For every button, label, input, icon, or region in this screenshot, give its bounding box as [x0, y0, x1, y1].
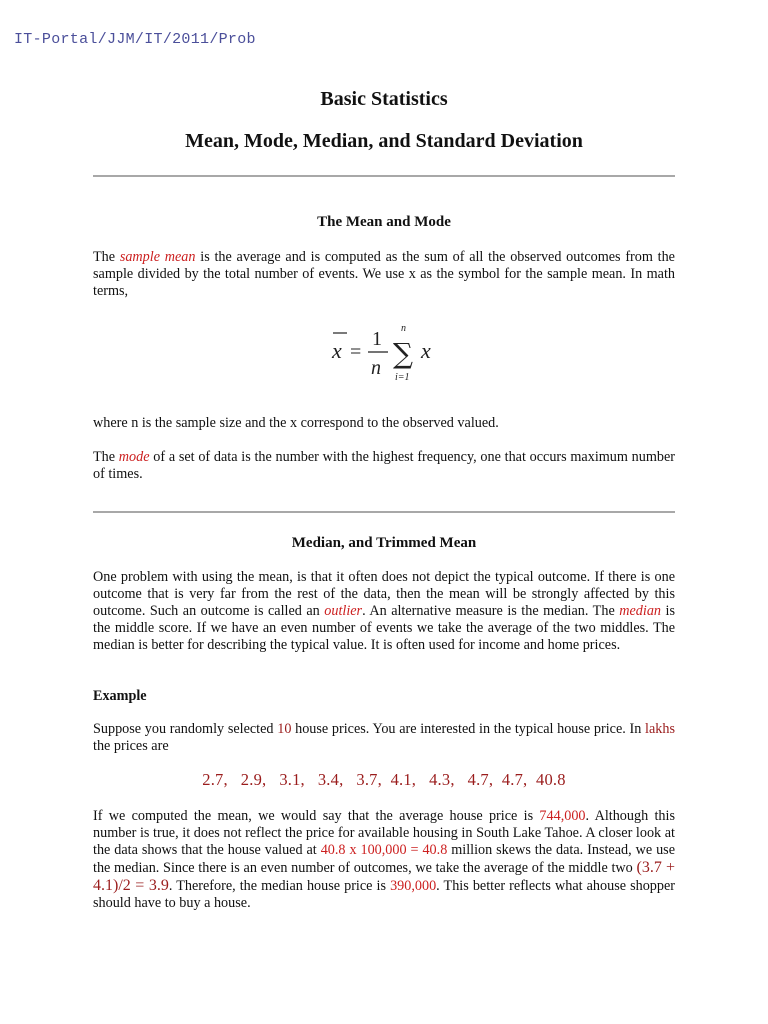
sigma-icon: ∑ [393, 337, 413, 370]
paragraph-sample-size: where n is the sample size and the x correspond to the observed valued. [93, 415, 499, 431]
formula-xbar: x [332, 338, 342, 363]
paragraph-sample-mean [93, 249, 675, 300]
text-fragment: house prices. You are interested in the typical house price. In [291, 721, 646, 737]
text-fragment: million skews the data. Instead, we use the median. Since there is an even number of outcomes, we take the average of the middle two [93, 842, 675, 876]
paragraph-mean-vs-median [93, 808, 675, 912]
median-calculation: (3.7 + 4.1)/2 = 3.9 [93, 859, 676, 894]
divider-top [93, 175, 675, 177]
text-fragment: Suppose you randomly selected [93, 721, 278, 737]
document-title: Basic Statistics [320, 88, 448, 110]
text-fragment: The [93, 249, 120, 265]
document-path-header: IT-Portal/JJM/IT/2011/Prob [14, 31, 256, 48]
formula-numerator: 1 [372, 328, 382, 350]
term-outlier: outlier [324, 603, 363, 619]
term-sample-mean: sample mean [119, 249, 196, 265]
sum-upper-limit: n [401, 323, 406, 334]
house-count: 10 [277, 721, 292, 737]
mean-price-value: 744,000 [539, 808, 586, 824]
house-price-list: 2.7, 2.9, 3.1, 3.4, 3.7, 4.1, 4.3, 4.7, 4.7, 40.8 [202, 770, 566, 789]
text-fragment: of a set of data is the number with the highest frequency, one that occurs maximum number of times. [93, 449, 675, 482]
example-label: Example [93, 688, 147, 704]
outlier-calculation: 40.8 x 100,000 = 40.8 [320, 842, 448, 858]
section-heading-median: Median, and Trimmed Mean [291, 535, 477, 551]
paragraph-mode [93, 449, 675, 483]
text-fragment: If we computed the mean, we would say that the average house price is [93, 808, 540, 824]
divider-middle [93, 511, 675, 513]
text-fragment: The [93, 449, 119, 465]
term-mode: mode [118, 449, 150, 465]
formula-x: x [421, 338, 431, 363]
formula-equals: = [350, 341, 362, 363]
section-heading-mean-mode: The Mean and Mode [317, 214, 451, 230]
formula-denominator: n [371, 357, 381, 379]
text-fragment: is the average and is computed as the sum of all the observed outcomes from the sample divided by the total number of events. We use x as the symbol for the sample mean. In math terms, [93, 249, 675, 299]
sum-lower-limit: i=1 [395, 372, 410, 383]
text-fragment: the prices are [93, 738, 169, 754]
text-fragment: . This better reflects what ahouse shopper should have to buy a house. [93, 878, 676, 911]
median-price-value: 390,000 [390, 878, 437, 894]
text-fragment: . Therefore, the median house price is [168, 878, 391, 894]
text-fragment: is the middle score. If we have an even number of events we take the average of the two middles. The median is better for describing the typical value. It is often used for income and home prices. [93, 603, 675, 653]
text-fragment: One problem with using the mean, is that it often does not depict the typical outcome. If there is one outcome that is very far from the rest of the data, then the mean will be strongly affected by this outcome. Such an outcome is called an [93, 569, 675, 619]
term-median: median [619, 603, 662, 619]
text-fragment: . An alternative measure is the median. The [362, 603, 620, 619]
paragraph-median [93, 569, 675, 654]
document-subtitle: Mean, Mode, Median, and Standard Deviation [185, 130, 583, 152]
text-fragment: . Although this number is true, it does not reflect the price for available housing in South Lake Tahoe. A closer look at the data shows that the house valued at [93, 808, 675, 858]
sample-mean-formula [322, 318, 452, 388]
paragraph-example-intro [93, 721, 675, 755]
unit-lakhs: lakhs [645, 721, 675, 737]
